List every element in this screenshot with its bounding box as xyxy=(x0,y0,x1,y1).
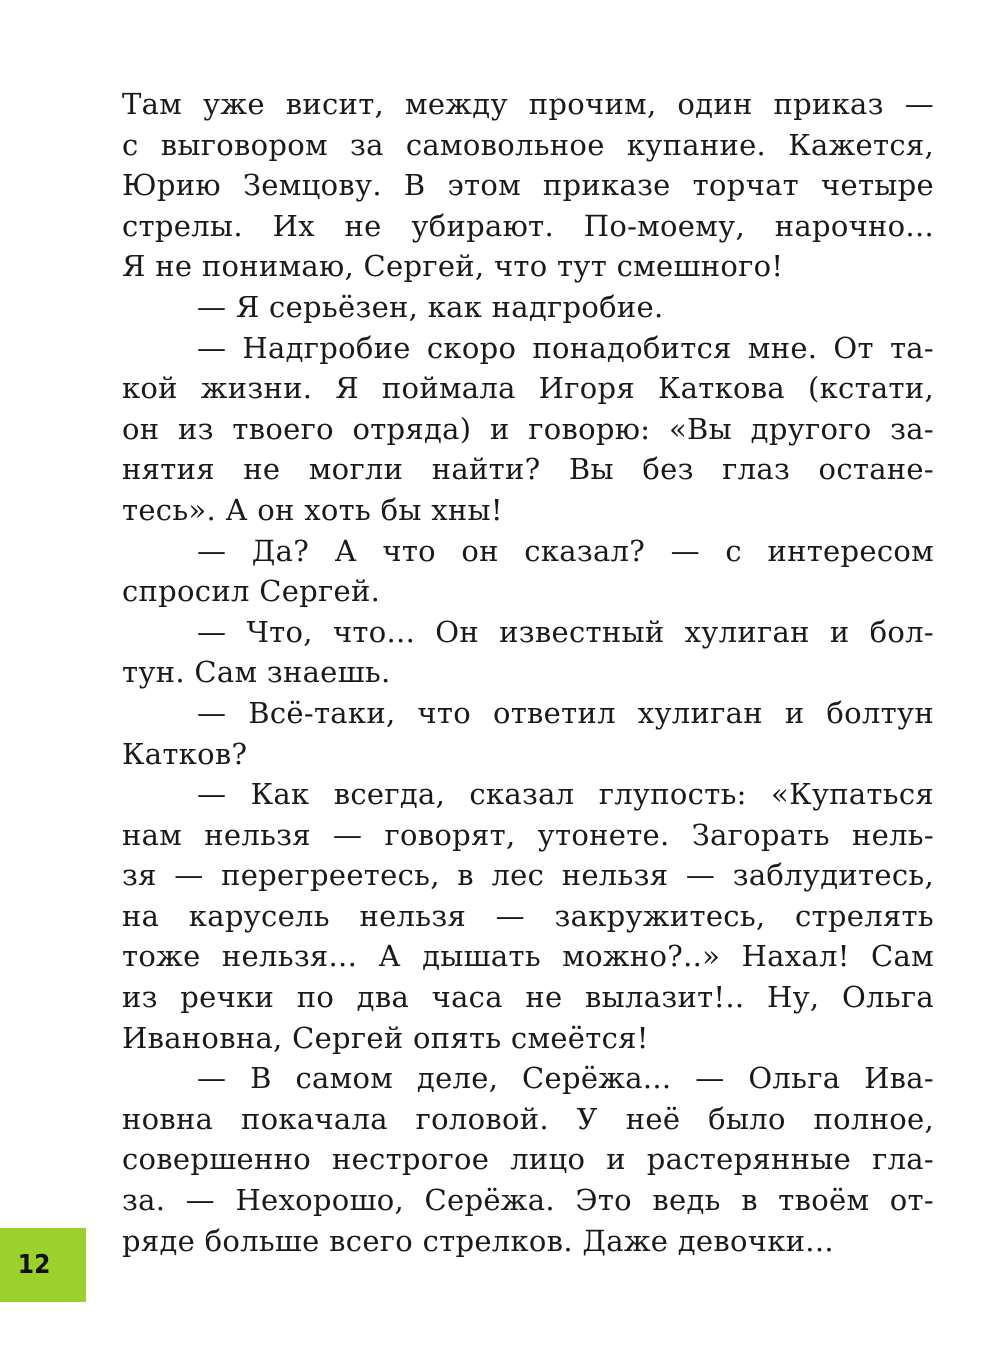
text-line: с выговором за самовольное купание. Кажется, xyxy=(122,127,934,162)
text-line: тун. Сам знаешь. xyxy=(122,655,391,690)
text-line: Там уже висит, между прочим, один приказ — xyxy=(122,87,934,121)
text-line: нятия не могли найти? Вы без глаз останe- xyxy=(122,452,934,487)
text-line: на карусель нельзя — закружитесь, стрелять xyxy=(122,898,934,933)
text-line: совершенно нестрогое лицо и растерянные гла- xyxy=(122,1142,934,1177)
text-line: — В самом деле, Серёжа... — Ольга Ива- xyxy=(197,1061,934,1096)
text-line: — Всё-таки, что ответил хулиган и болтун xyxy=(197,695,934,730)
text-line: он из твоего отряда) и говорю: «Вы другого за- xyxy=(122,411,934,446)
text-line: кой жизни. Я поймала Игоря Каткова (кстати, xyxy=(122,371,934,406)
text-line: — Да? А что он сказал? — с интересом xyxy=(197,533,934,568)
text-line: Я не понимаю, Сергей, что тут смешного! xyxy=(122,249,784,284)
text-line: новна покачала головой. У неё было полное, xyxy=(122,1101,934,1136)
text-line: из речки по два часа не вылазит!.. Ну, Ольга xyxy=(122,980,934,1015)
text-line: тесь». А он хоть бы хны! xyxy=(122,492,503,527)
text-line: нам нельзя — говорят, утонете. Загорать нель- xyxy=(122,817,934,852)
text-line: — Я серьёзен, как надгробие. xyxy=(197,289,664,324)
page-number: 12 xyxy=(17,1250,51,1280)
page-text xyxy=(122,84,934,1261)
text-line: спросил Сергей. xyxy=(122,574,381,609)
page-number-badge xyxy=(0,1228,86,1302)
text-line: ряде больше всего стрелков. Даже девочки... xyxy=(122,1223,834,1258)
text-line: — Надгробие скоро понадобится мне. От та- xyxy=(197,330,934,365)
text-line: — Что, что... Он известный хулиган и бол- xyxy=(197,614,934,649)
text-line: Катков? xyxy=(122,736,248,771)
text-line: тоже нельзя... А дышать можно?..» Нахал! Сам xyxy=(122,939,934,974)
text-line: стрелы. Их не убирают. По-моему, нарочно... xyxy=(122,208,934,243)
text-line: за. — Нехорошо, Серёжа. Это ведь в твоём от- xyxy=(122,1183,934,1218)
text-line: Юрию Земцову. В этом приказе торчат четыре xyxy=(122,168,934,203)
text-line: Ивановна, Сергей опять смеётся! xyxy=(122,1020,649,1055)
text-line: — Как всегда, сказал глупость: «Купаться xyxy=(197,777,934,812)
text-line: зя — перегреетесь, в лес нельзя — заблудитесь, xyxy=(122,858,934,893)
